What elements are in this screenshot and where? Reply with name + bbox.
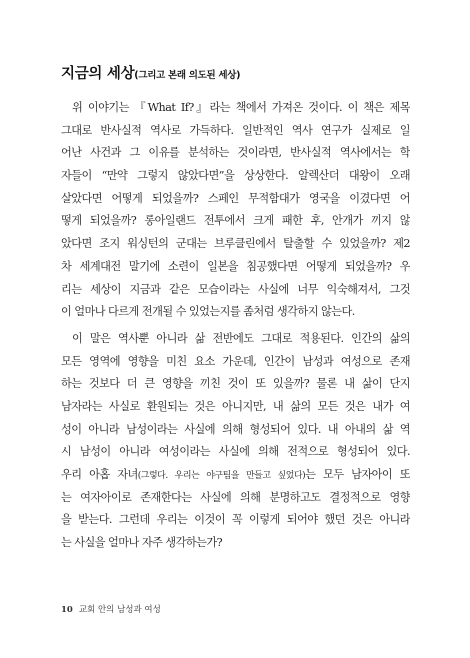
- page-footer: [61, 603, 161, 615]
- text-line: 자들이 “만약 그렇지 않았다면”을 상상한다. 알렉산더 대왕이 오래: [61, 169, 410, 183]
- running-title: 교회 안의 남성과 여성: [78, 605, 161, 615]
- text-line: 는 여자아이로 존재한다는 사실에 의해 분명하고도 결정적으로 영향: [61, 490, 410, 504]
- text-line: 그대로 반사실적 역사로 가득하다. 일반적인 역사 연구가 실제로 일: [61, 123, 410, 137]
- paragraph-2: [61, 328, 410, 555]
- text-line: 시 남성이 아니라 여성이라는 사실에 의해 전적으로 형성되어 있다.: [61, 445, 410, 459]
- paragraph-1: [61, 97, 410, 324]
- text-segment: 는 모두 남자아이 또: [305, 468, 410, 481]
- text-line: 살았다면 어떻게 되었을까? 스페인 무적함대가 영국을 이겼다면 어: [61, 191, 410, 205]
- text-segment: 우리 아홉 자녀: [61, 468, 138, 481]
- text-line: 남자라는 사실로 환원되는 것은 아니지만, 내 삶의 모든 것은 내가 여: [61, 399, 410, 413]
- section-heading: [61, 62, 401, 83]
- text-line: 리는 세상이 지금과 같은 모습이라는 사실에 너무 익숙해져서, 그것: [61, 282, 410, 296]
- text-line: 하는 것보다 더 큰 영향을 끼친 것이 또 있을까? 물론 내 삶이 단지: [61, 377, 410, 391]
- text-line: 성이 아니라 남성이라는 사실에 의해 형성되어 있다. 내 아내의 삶 역: [61, 422, 410, 436]
- page-number: 10: [61, 605, 73, 615]
- section-heading-main: 지금의 세상: [61, 66, 135, 82]
- text-line: 을 받는다. 그런데 우리는 이것이 꼭 이렇게 되어야 했던 것은 아니라: [61, 513, 410, 527]
- parenthetical-note: (그렇다. 우리는 야구팀을 만들고 싶었다): [137, 471, 306, 481]
- text-line: 어난 사건과 그 이유를 분석하는 것이라면, 반사실적 역사에서는 학: [61, 146, 410, 160]
- text-line-with-note: [61, 464, 410, 487]
- text-line: 았다면 조지 워싱턴의 군대는 브루클린에서 탈출할 수 있었을까? 제2: [61, 237, 410, 251]
- body-text: [61, 97, 410, 555]
- text-line: 는 사실을 얼마나 자주 생각하는가?: [61, 536, 223, 550]
- text-line: 위 이야기는 『What If?』라는 책에서 가져온 것이다. 이 책은 제목: [72, 101, 410, 114]
- text-line: 모든 영역에 영향을 미친 요소 가운데, 인간이 남성과 여성으로 존재: [61, 354, 410, 368]
- text-line: 이 얼마나 다르게 전개될 수 있었는지를 좀처럼 생각하지 않는다.: [61, 305, 355, 319]
- text-line: 이 말은 역사뿐 아니라 삶 전반에도 그대로 적용된다. 인간의 삶의: [72, 331, 410, 345]
- text-line: 차 세계대전 말기에 소련이 일본을 침공했다면 어떻게 되었을까? 우: [61, 259, 410, 273]
- text-line: 떻게 되었을까? 롱아일랜드 전투에서 크게 패한 후, 안개가 끼지 않: [61, 214, 410, 228]
- section-heading-subtitle: (그리고 본래 의도된 세상): [134, 70, 241, 81]
